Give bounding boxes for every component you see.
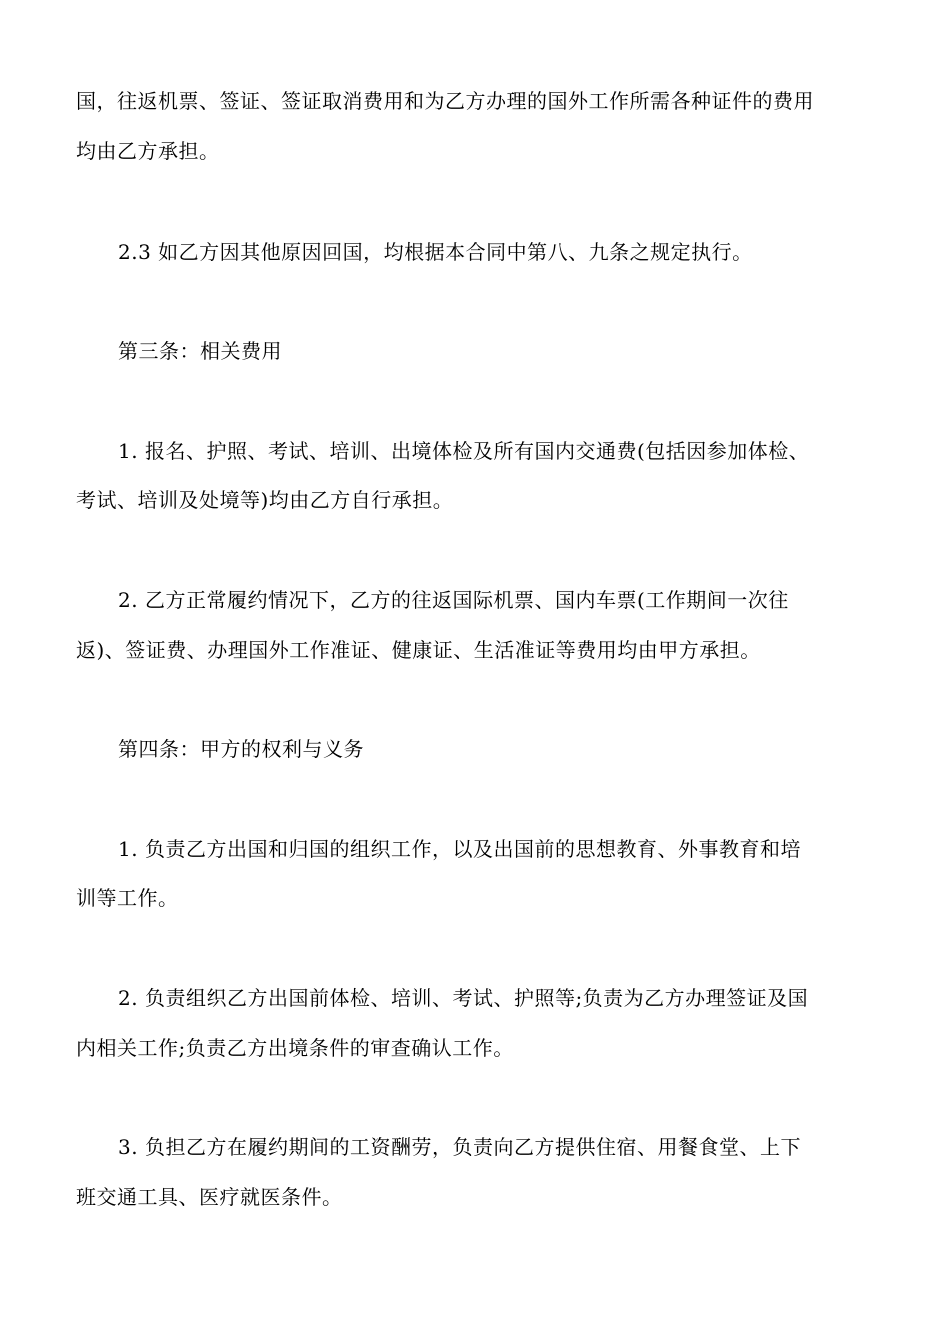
text-line: 1. 报名、护照、考试、培训、出境体检及所有国内交通费(包括因参加体检、 [118, 439, 810, 463]
text-line: 内相关工作;负责乙方出境条件的审查确认工作。 [76, 1036, 514, 1060]
text-line: 考试、培训及处境等)均由乙方自行承担。 [76, 488, 454, 512]
text-line: 均由乙方承担。 [76, 139, 220, 163]
text-line: 1. 负责乙方出国和归国的组织工作，以及出国前的思想教育、外事教育和培 [118, 837, 801, 861]
text-line: 2.3 如乙方因其他原因回国，均根据本合同中第八、九条之规定执行。 [118, 240, 753, 264]
text-line: 国，往返机票、签证、签证取消费用和为乙方办理的国外工作所需各种证件的费用 [76, 89, 814, 113]
text-line: 3. 负担乙方在履约期间的工资酬劳，负责向乙方提供住宿、用餐食堂、上下 [118, 1135, 801, 1159]
text-line: 2. 负责组织乙方出国前体检、培训、考试、护照等;负责为乙方办理签证及国 [118, 986, 809, 1010]
text-line: 返)、签证费、办理国外工作准证、健康证、生活准证等费用均由甲方承担。 [76, 638, 761, 662]
text-line: 班交通工具、医疗就医条件。 [76, 1185, 343, 1209]
text-line: 训等工作。 [76, 886, 179, 910]
section-heading: 第三条：相关费用 [118, 339, 282, 363]
section-heading: 第四条：甲方的权利与义务 [118, 737, 364, 761]
text-line: 2. 乙方正常履约情况下，乙方的往返国际机票、国内车票(工作期间一次往 [118, 588, 789, 612]
